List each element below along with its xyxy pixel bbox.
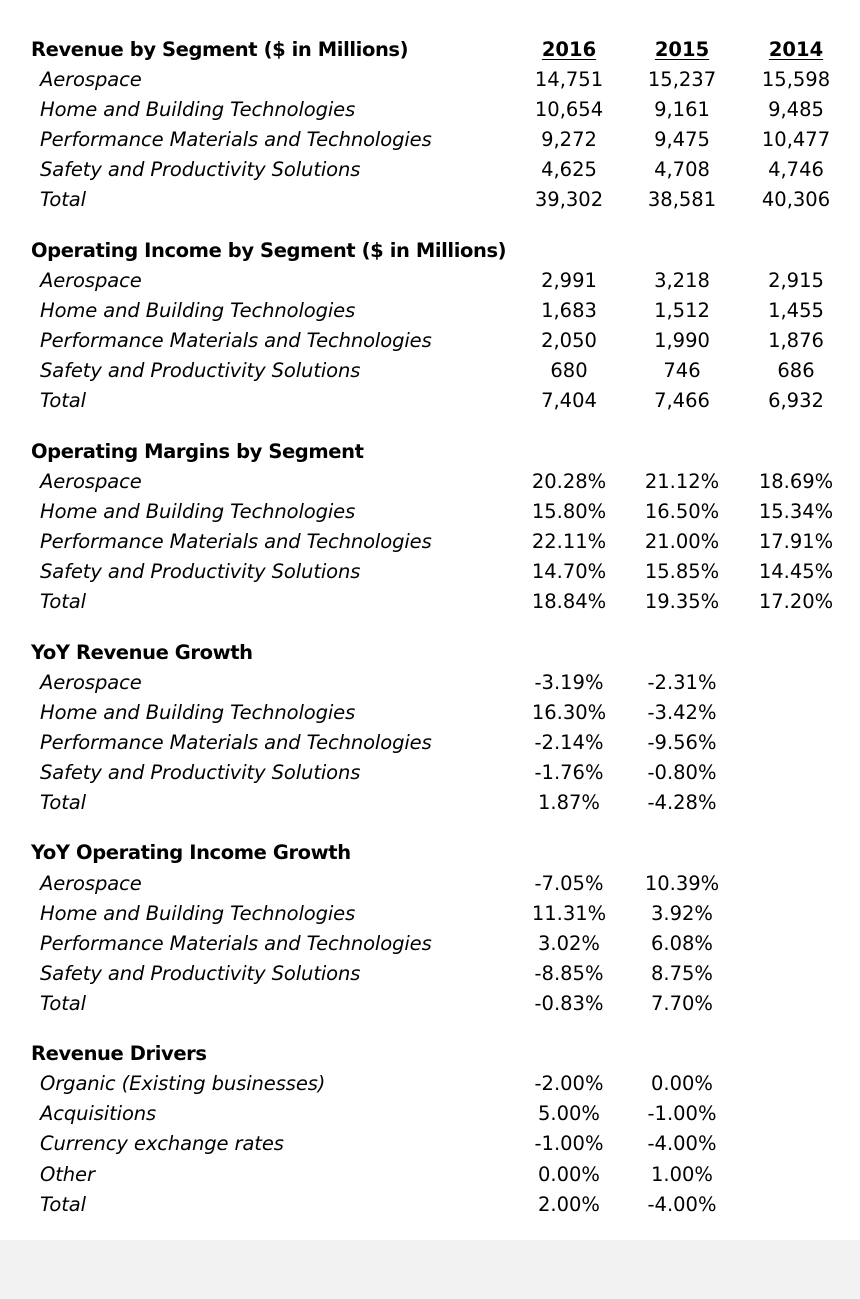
cell-2016: 1,683 — [541, 298, 597, 322]
cell-2015: -4.00% — [647, 1192, 717, 1216]
cell-2014: 15,598 — [761, 68, 831, 92]
cell-2015: 21.12% — [644, 469, 720, 493]
table-row-safety-and-productivity-solutions — [0, 758, 860, 788]
cell-2016: 18.84% — [531, 590, 607, 614]
table-row-home-and-building-technologies — [0, 497, 860, 527]
cell-2016: -0.83% — [534, 991, 604, 1015]
table-row-currency-exchange-rates — [0, 1129, 860, 1159]
cell-2016: -2.14% — [534, 730, 604, 754]
table-row-total — [0, 788, 860, 818]
cell-2014: 1,455 — [768, 298, 824, 322]
section-title: Operating Margins by Segment — [31, 439, 364, 463]
row-label: Home and Building Technologies — [40, 499, 356, 523]
cell-2014: 14.45% — [758, 559, 834, 583]
table-row-aerospace — [0, 266, 860, 296]
row-label: Aerospace — [40, 268, 142, 292]
row-label: Home and Building Technologies — [40, 700, 356, 724]
section-heading-operating-margins-by-segment — [0, 437, 860, 467]
row-label: Other — [40, 1162, 95, 1186]
section-heading-yoy-revenue-growth — [0, 638, 860, 668]
cell-2015: 7.70% — [651, 991, 713, 1015]
table-row-home-and-building-technologies — [0, 698, 860, 728]
cell-2016: 9,272 — [541, 128, 597, 152]
row-label: Acquisitions — [40, 1102, 157, 1126]
table-row-other — [0, 1160, 860, 1190]
row-label: Safety and Productivity Solutions — [40, 559, 361, 583]
cell-2016: 14.70% — [531, 559, 607, 583]
cell-2016: -2.00% — [534, 1072, 604, 1096]
row-label: Total — [40, 790, 86, 814]
cell-2014: 15.34% — [758, 499, 834, 523]
table-row-performance-materials-and-technologies — [0, 728, 860, 758]
cell-2016: 16.30% — [531, 700, 607, 724]
table-row-total — [0, 386, 860, 416]
cell-2014: 1,876 — [768, 329, 824, 353]
cell-2016: 3.02% — [538, 931, 600, 955]
row-label: Organic (Existing businesses) — [40, 1072, 326, 1096]
section-title: YoY Revenue Growth — [31, 640, 253, 664]
row-label: Home and Building Technologies — [40, 298, 356, 322]
row-label: Aerospace — [40, 469, 142, 493]
cell-2015: 3,218 — [654, 268, 710, 292]
cell-2014: 18.69% — [758, 469, 834, 493]
row-label: Performance Materials and Technologies — [40, 329, 432, 353]
table-row-aerospace — [0, 869, 860, 899]
section-title: Operating Income by Segment ($ in Millions) — [31, 238, 507, 262]
cell-2015: 15,237 — [647, 68, 717, 92]
cell-2014: 686 — [777, 359, 815, 383]
year-header-2016: 2016 — [541, 38, 597, 61]
cell-2015: -4.00% — [647, 1132, 717, 1156]
table-row-performance-materials-and-technologies — [0, 929, 860, 959]
cell-2015: -3.42% — [647, 700, 717, 724]
cell-2015: 21.00% — [644, 529, 720, 553]
table-row-aerospace — [0, 65, 860, 95]
cell-2015: -2.31% — [647, 670, 717, 694]
cell-2016: 2,050 — [541, 329, 597, 353]
row-label: Total — [40, 389, 86, 413]
cell-2016: -3.19% — [534, 670, 604, 694]
cell-2016: -8.85% — [534, 961, 604, 985]
table-row-total — [0, 989, 860, 1019]
cell-2015: -9.56% — [647, 730, 717, 754]
cell-2015: 746 — [663, 359, 701, 383]
cell-2015: 1.00% — [651, 1162, 713, 1186]
table-row-performance-materials-and-technologies — [0, 527, 860, 557]
table-row-aerospace — [0, 668, 860, 698]
table-row-safety-and-productivity-solutions — [0, 959, 860, 989]
row-label: Total — [40, 1192, 86, 1216]
table-row-performance-materials-and-technologies — [0, 326, 860, 356]
cell-2015: 1,512 — [654, 298, 710, 322]
cell-2015: -4.28% — [647, 790, 717, 814]
cell-2014: 17.91% — [758, 529, 834, 553]
table-row-total — [0, 1190, 860, 1220]
cell-2016: 39,302 — [534, 188, 604, 212]
cell-2016: 4,625 — [541, 158, 597, 182]
cell-2014: 9,485 — [768, 98, 824, 122]
section-title: Revenue Drivers — [31, 1042, 207, 1066]
cell-2015: 4,708 — [654, 158, 710, 182]
table-row-total — [0, 587, 860, 617]
cell-2016: 14,751 — [534, 68, 604, 92]
cell-2015: 0.00% — [651, 1072, 713, 1096]
section-title: Revenue by Segment ($ in Millions) — [31, 38, 409, 61]
cell-2014: 40,306 — [761, 188, 831, 212]
footer-band — [0, 1240, 860, 1299]
cell-2016: 15.80% — [531, 499, 607, 523]
year-header-2014: 2014 — [768, 38, 824, 61]
row-label: Total — [40, 188, 86, 212]
cell-2015: 9,161 — [654, 98, 710, 122]
cell-2015: -1.00% — [647, 1102, 717, 1126]
cell-2016: 20.28% — [531, 469, 607, 493]
cell-2016: 2.00% — [538, 1192, 600, 1216]
table-row-home-and-building-technologies — [0, 95, 860, 125]
cell-2016: -1.76% — [534, 760, 604, 784]
cell-2015: 15.85% — [644, 559, 720, 583]
row-label: Aerospace — [40, 670, 142, 694]
cell-2015: 1,990 — [654, 329, 710, 353]
cell-2016: 7,404 — [541, 389, 597, 413]
cell-2016: 1.87% — [538, 790, 600, 814]
table-row-performance-materials-and-technologies — [0, 125, 860, 155]
table-row-safety-and-productivity-solutions — [0, 557, 860, 587]
row-label: Home and Building Technologies — [40, 98, 356, 122]
cell-2016: 0.00% — [538, 1162, 600, 1186]
row-label: Safety and Productivity Solutions — [40, 158, 361, 182]
cell-2016: -1.00% — [534, 1132, 604, 1156]
cell-2015: 7,466 — [654, 389, 710, 413]
year-header-2015: 2015 — [654, 38, 710, 61]
cell-2016: -7.05% — [534, 871, 604, 895]
cell-2016: 5.00% — [538, 1102, 600, 1126]
table-row-acquisitions — [0, 1099, 860, 1129]
row-label: Performance Materials and Technologies — [40, 730, 432, 754]
cell-2015: 19.35% — [644, 590, 720, 614]
row-label: Home and Building Technologies — [40, 901, 356, 925]
table-row-home-and-building-technologies — [0, 899, 860, 929]
cell-2015: 38,581 — [647, 188, 717, 212]
cell-2014: 2,915 — [768, 268, 824, 292]
row-label: Safety and Productivity Solutions — [40, 760, 361, 784]
cell-2015: 6.08% — [651, 931, 713, 955]
table-row-safety-and-productivity-solutions — [0, 155, 860, 185]
section-title: YoY Operating Income Growth — [31, 841, 351, 865]
cell-2015: 3.92% — [651, 901, 713, 925]
cell-2014: 6,932 — [768, 389, 824, 413]
section-heading-yoy-operating-income-growth — [0, 838, 860, 868]
row-label: Total — [40, 991, 86, 1015]
table-row-total — [0, 185, 860, 215]
table-row-home-and-building-technologies — [0, 296, 860, 326]
row-label: Performance Materials and Technologies — [40, 931, 432, 955]
cell-2015: 9,475 — [654, 128, 710, 152]
row-label: Aerospace — [40, 68, 142, 92]
row-label: Performance Materials and Technologies — [40, 529, 432, 553]
row-label: Safety and Productivity Solutions — [40, 359, 361, 383]
table-row-organic-existing-businesses — [0, 1069, 860, 1099]
table-row-aerospace — [0, 467, 860, 497]
section-heading-revenue-drivers — [0, 1039, 860, 1069]
cell-2015: -0.80% — [647, 760, 717, 784]
row-label: Aerospace — [40, 871, 142, 895]
cell-2016: 680 — [550, 359, 588, 383]
cell-2016: 2,991 — [541, 268, 597, 292]
row-label: Total — [40, 590, 86, 614]
row-label: Safety and Productivity Solutions — [40, 961, 361, 985]
cell-2015: 16.50% — [644, 499, 720, 523]
cell-2016: 10,654 — [534, 98, 604, 122]
cell-2016: 11.31% — [531, 901, 607, 925]
section-heading-operating-income-by-segment-in-millions — [0, 236, 860, 266]
row-label: Currency exchange rates — [40, 1132, 284, 1156]
table-row-safety-and-productivity-solutions — [0, 356, 860, 386]
section-heading-revenue-by-segment-in-millions — [0, 35, 860, 65]
cell-2014: 4,746 — [768, 158, 824, 182]
cell-2015: 10.39% — [644, 871, 720, 895]
row-label: Performance Materials and Technologies — [40, 128, 432, 152]
cell-2016: 22.11% — [531, 529, 607, 553]
cell-2014: 10,477 — [761, 128, 831, 152]
cell-2014: 17.20% — [758, 590, 834, 614]
cell-2015: 8.75% — [651, 961, 713, 985]
